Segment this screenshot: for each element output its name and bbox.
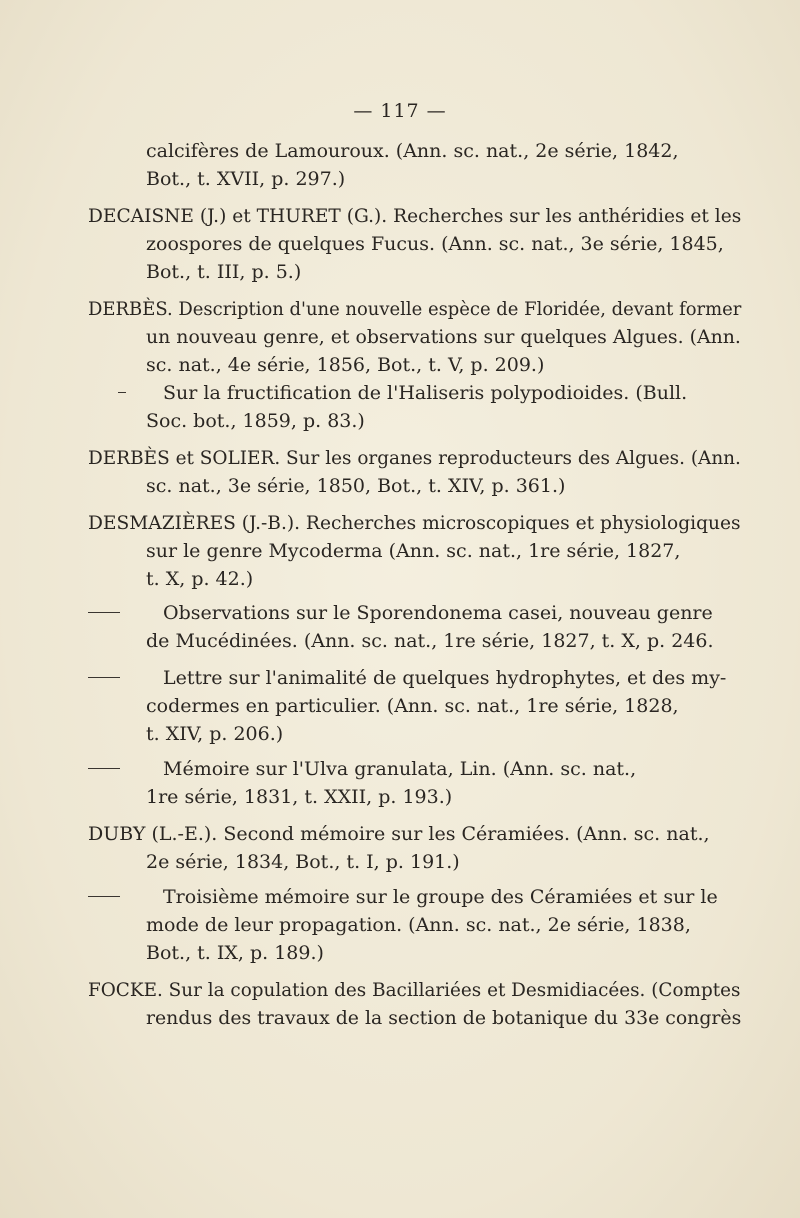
author-entry-line: DESMAZIÈRES (J.-B.). Recherches microscopiques et physiologiques [88,512,741,534]
text-line: Bot., t. IX, p. 189.) [146,942,324,964]
text-line: codermes en particulier. (Ann. sc. nat., 1re série, 1828, [146,695,679,717]
text-line: rendus des travaux de la section de botanique du 33e congrès [146,1007,742,1029]
text-line: sc. nat., 4e série, 1856, Bot., t. V, p. 209.) [146,354,545,376]
text-line: Bot., t. XVII, p. 297.) [146,168,346,190]
ditto-dash [118,392,126,393]
text-line: un nouveau genre, et observations sur quelques Algues. (Ann. [146,326,741,348]
ditto-dash [88,677,120,678]
ditto-dash [88,896,120,897]
text-line: 2e série, 1834, Bot., t. I, p. 191.) [146,851,460,873]
ditto-dash [88,768,120,769]
text-line: de Mucédinées. (Ann. sc. nat., 1re série, 1827, t. X, p. 246. [146,630,714,652]
page-number: — 117 — [353,100,447,122]
text-line: Soc. bot., 1859, p. 83.) [146,410,365,432]
text-line: t. X, p. 42.) [146,568,254,590]
author-entry-line: DECAISNE (J.) et THURET (G.). Recherches sur les anthéridies et les [88,205,742,227]
text-line: sc. nat., 3e série, 1850, Bot., t. XIV, p. 361.) [146,475,566,497]
text-line: t. XIV, p. 206.) [146,723,284,745]
text-line: 1re série, 1831, t. XXII, p. 193.) [146,786,453,808]
author-entry-line: FOCKE. Sur la copulation des Bacillariées et Desmidiacées. (Comptes [88,979,741,1001]
text-line: Sur la fructification de l'Haliseris polypodioides. (Bull. [163,382,688,404]
author-entry-line: DUBY (L.-E.). Second mémoire sur les Céramiées. (Ann. sc. nat., [88,823,710,845]
text-line: sur le genre Mycoderma (Ann. sc. nat., 1re série, 1827, [146,540,681,562]
text-line: zoospores de quelques Fucus. (Ann. sc. nat., 3e série, 1845, [146,233,724,255]
author-entry-line: DERBÈS et SOLIER. Sur les organes reproducteurs des Algues. (Ann. [88,447,741,469]
text-line: Bot., t. III, p. 5.) [146,261,302,283]
text-line: Mémoire sur l'Ulva granulata, Lin. (Ann. sc. nat., [163,758,637,780]
ditto-dash [88,612,120,613]
text-line: Troisième mémoire sur le groupe des Céramiées et sur le [163,886,718,908]
text-line: Observations sur le Sporendonema casei, nouveau genre [163,602,713,624]
text-line: calcifères de Lamouroux. (Ann. sc. nat., 2e série, 1842, [146,140,679,162]
text-line: mode de leur propagation. (Ann. sc. nat., 2e série, 1838, [146,914,691,936]
text-line: Lettre sur l'animalité de quelques hydrophytes, et des my- [163,667,727,689]
author-entry-line: DERBÈS. Description d'une nouvelle espèce de Floridée, devant former [88,298,742,320]
